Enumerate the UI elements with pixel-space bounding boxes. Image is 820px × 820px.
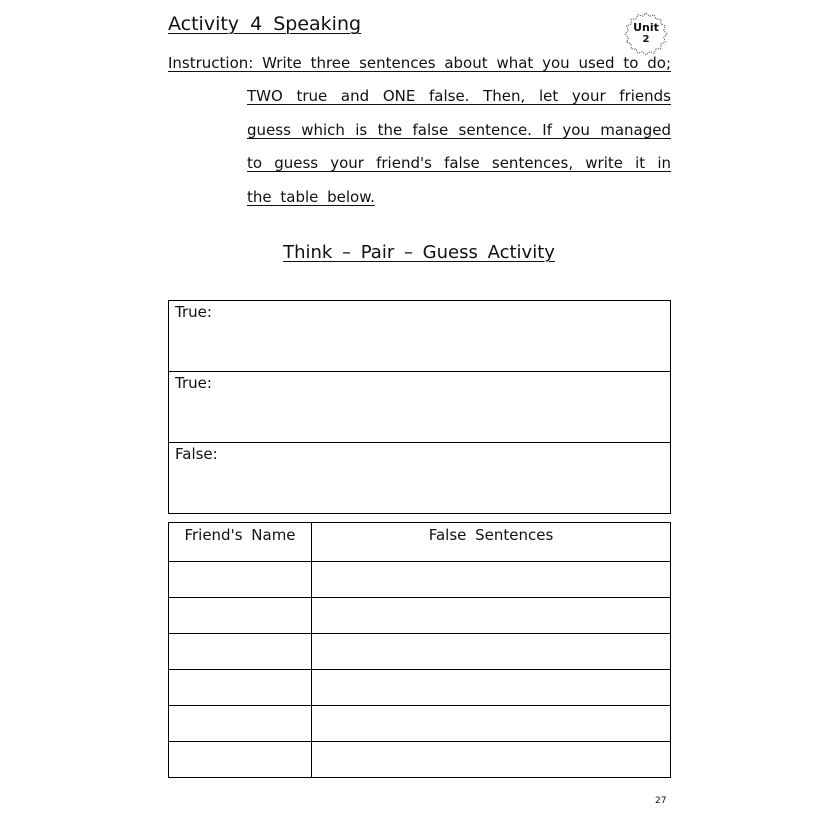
page-number: 27	[655, 796, 667, 806]
guess-table-body	[169, 562, 671, 778]
header-friends-name: Friend's Name	[169, 523, 312, 562]
false-sentence-cell[interactable]	[312, 742, 671, 778]
instruction-line-1: Instruction: Write three sentences about what you used to do;	[168, 54, 671, 72]
unit-badge	[624, 12, 668, 56]
sentence-label: True:	[175, 374, 212, 392]
sentence-row	[169, 372, 671, 443]
false-sentence-cell[interactable]	[312, 598, 671, 634]
sentence-label: True:	[175, 303, 212, 321]
table-row	[169, 562, 671, 598]
friend-name-cell[interactable]	[169, 706, 312, 742]
badge-unit-number: 2	[642, 34, 650, 45]
table-row	[169, 598, 671, 634]
sentence-row	[169, 301, 671, 372]
instruction-line-5: the table below.	[247, 188, 375, 206]
false-sentence-cell[interactable]	[312, 634, 671, 670]
activity-subtitle	[168, 242, 670, 263]
table-row	[169, 706, 671, 742]
sentences-table	[168, 300, 671, 514]
guess-table	[168, 522, 671, 778]
friend-name-cell[interactable]	[169, 598, 312, 634]
activity-title: Activity 4 Speaking	[168, 13, 362, 35]
sentence-cell-true-2[interactable]	[169, 372, 671, 443]
sentence-label: False:	[175, 445, 218, 463]
sentence-row	[169, 443, 671, 514]
instruction-line-4: to guess your friend's false sentences, write it in	[247, 154, 671, 172]
false-sentence-cell[interactable]	[312, 706, 671, 742]
table-row	[169, 742, 671, 778]
table-row	[169, 634, 671, 670]
sentence-cell-true-1[interactable]	[169, 301, 671, 372]
friend-name-cell[interactable]	[169, 670, 312, 706]
activity-subtitle-text: Think – Pair – Guess Activity	[283, 242, 555, 263]
header-false-sentences: False Sentences	[312, 523, 671, 562]
instruction-line-3: guess which is the false sentence. If you managed	[247, 121, 671, 139]
instruction-line-2: TWO true and ONE false. Then, let your friends	[247, 87, 671, 105]
badge-unit-label: Unit	[633, 21, 659, 34]
friend-name-cell[interactable]	[169, 742, 312, 778]
friend-name-cell[interactable]	[169, 562, 312, 598]
false-sentence-cell[interactable]	[312, 670, 671, 706]
sentence-cell-false[interactable]	[169, 443, 671, 514]
friend-name-cell[interactable]	[169, 634, 312, 670]
guess-table-header	[169, 523, 671, 562]
false-sentence-cell[interactable]	[312, 562, 671, 598]
table-row	[169, 670, 671, 706]
